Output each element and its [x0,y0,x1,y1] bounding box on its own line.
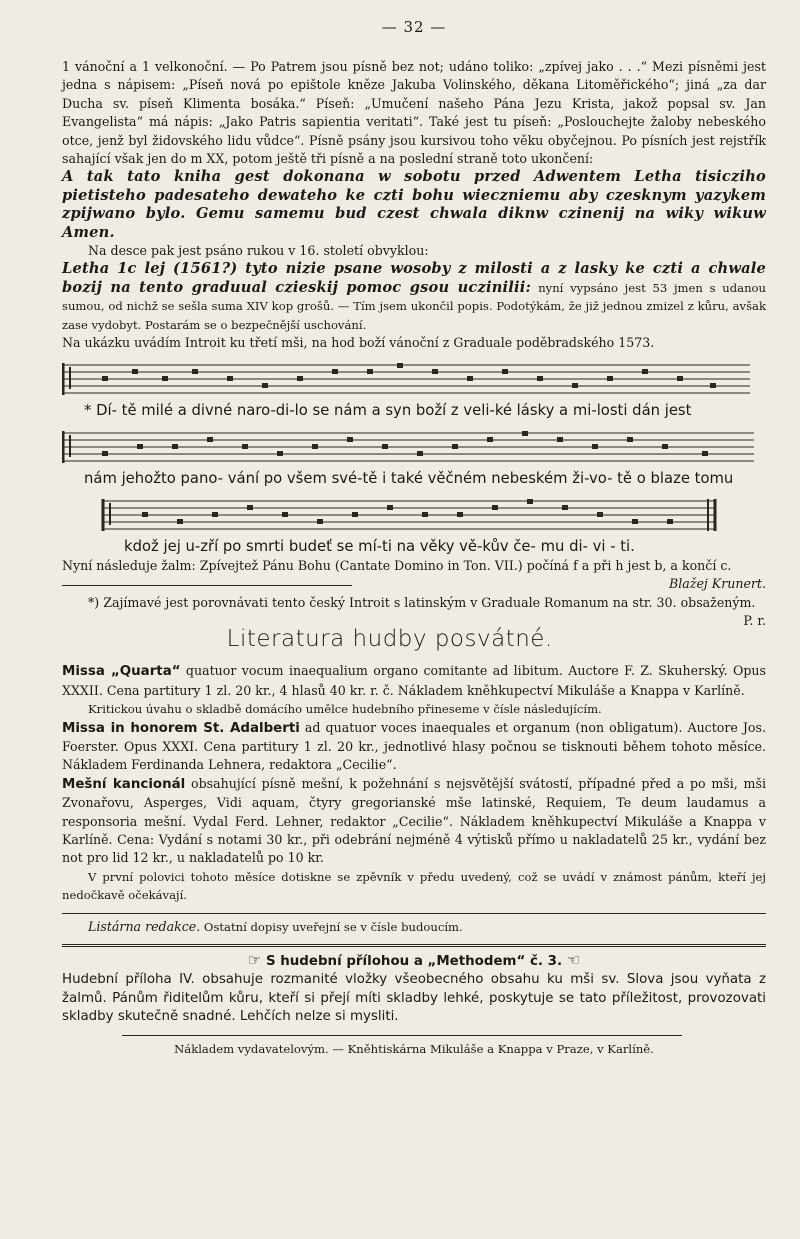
listarna-rule-top [62,913,766,914]
fraktur-inscription-paragraph [62,260,766,334]
literature-entry-1 [62,662,766,700]
staff-lines-2 [62,427,762,467]
supplement-headline: S hudební přílohou a „Methodem“ č. 3. [265,954,563,969]
literature-entry-2 [62,719,766,775]
listarna [62,918,766,936]
pointing-hand-left-icon: ☜ [566,951,581,969]
staff-lines-1 [62,359,762,399]
entry-1-title: Missa „Quarta“ [62,664,181,680]
introit-intro: Na ukázku uvádím Introit ku třetí mši, na hod boží vánoční z Graduale poděbradského 1573. [62,335,655,351]
supplement-text: Hudební příloha IV. obsahuje rozmanité vložky všeobecného obsahu ku mši sv. Slova jsou vyňata z žalmů. Pánům řiditelům kůru, kteří si přejí míti skladby lehké, poskytuje se tato příležitost, provozovati skladby skutečně snadné. Lehčích nelze si mysliti. [62,972,766,1025]
music-staff-1 [62,359,766,399]
fraktur-colophon: A tak tato kniha gest dokonana w sobotu przed Adwentem Letha tisicziho pietisteho padesateho dewateho ke czti bohu wieczniemu aby czesknym yazykem zpijwano bylo. Gemu samemu bud czest chwala diknw czinenij na wiky wikuw Amen. [62,168,766,241]
entry-3-note: V první polovici tohoto měsíce dotiskne se zpěvník v předu uvedený, což se uvádí v známost pánům, kteří jej nedočkavě očekávají. [62,869,766,903]
listarna-text: Ostatní dopisy uveřejní se v čísle budoucím. [200,919,463,934]
imprint-rule [122,1035,682,1036]
inscription-description: nyní vypsáno jest 53 jmen s udanou sumou, od nichž se sešla suma XIV kop grošů. — Tím jsem ukončil popis. Podotýkám, že již jednou zmizel z kůru, avšak zase vydobyt. Postarám se o bezpečnější uschování. [62,280,766,332]
listarna-rule-bottom [62,944,766,947]
fraktur-inscription: Letha 1c lej (1561?) tyto nizie psane wosoby z milosti a z lasky ke czti a chwale bozij na tento graduual czieskij pomoc gsou uczinilii: [62,260,766,296]
staff-lines-3 [62,495,762,535]
footnote [62,594,766,629]
psalm-note [62,557,766,591]
psalm-text: Nyní následuje žalm: Zpívejtež Pánu Bohu (Cantate Domino in Ton. VII.) počíná f a při h jest b, a končí c. [62,557,732,573]
lyric-line-2: nám jehožto pano- vání po všem své-tě i také věčném nebeském ži-vo- tě o blaze tomu [84,469,734,487]
entry-3-title: Mešní kancionál [62,776,186,792]
entry-2-title: Missa in honorem St. Adalberti [62,720,300,736]
author-signature: Blažej Krunert. [669,575,766,591]
footnote-sign: P. r. [743,613,766,629]
desk-note: Na desce pak jest psáno rukou v 16. století obvyklou: [88,243,429,259]
imprint: Nákladem vydavatelovým. — Kněhtiskárna Mikuláše a Knappa v Praze, v Karlíně. [174,1041,654,1056]
lyric-line-3: kdož jej u-zří po smrti budeť se mí-ti na věky vě-kův če- mu di- vi - ti. [124,537,635,555]
listarna-label: Listárna redakce. [88,918,201,934]
literature-entry-3 [62,775,766,868]
entry-1-body: quatuor vocum inaequalium organo comitante ad libitum. Auctore F. Z. Skuherský. Opus XXXII. Cena partitury 1 zl. 20 kr., 4 hlasů 40 kr. r. č. Nákladem kněhkupectví Mikuláše a Knappa v Karlíně. [62,663,766,698]
music-staff-3 [62,495,766,535]
page-number: — 32 — [381,18,447,36]
entry-1-note: Kritickou úvahu o skladbě domácího umělce hudebního přineseme v čísle následujícím. [88,702,602,717]
music-staff-2 [62,427,766,467]
intro-paragraph: 1 vánoční a 1 velkonoční. — Po Patrem jsou písně bez not; udáno toliko: „zpívej jako . . .“ Mezi písněmi jest jedna s nápisem: „Píseň nová po epištole kněze Jakuba Volinského, děkana Litoměřického“; jiná „za dar Ducha sv. píseň Klimenta bosáka.“ Píseň: „Umučení našeho Pána Jezu Krista, jakož popsal sv. Jan Evangelista“ má nápis: „Jako Patris sapientia veritati“. Také jest tu píseň: „Poslouchejte žaloby nebeského otce, jenž byl židovského lidu vůdce“. Písně psány jsou kursivou toho věku obyčejnou. Po písních jest rejstřík sahající však jen do m XX, potom ještě tři písně a na poslední straně toto ukončení: [62,59,766,167]
entry-3-body: obsahující písně mešní, k požehnání s nejsvětější svátostí, případné před a po mši, mši Zvonařovu, Asperges, Vidi aquam, čtyry gregorianské mše latinské, Requiem, Te deum laudamus a responsoria mešní. Vydal Ferd. Lehner, redaktor „Cecilie“. Nákladem kněhkupectví Mikuláše a Knappa v Karlíně. Cena: Vydání s notami 30 kr., při odebrání nejméně 4 výtisků přímo u nakladatelů 25 kr., vydání bez not pro lid 12 kr., u nakladatelů po 10 kr. [62,775,766,866]
literature-title: Literatura hudby posvátné. [226,626,553,653]
footnote-divider [62,585,352,586]
page [62,18,766,1058]
lyric-line-1: * Dí- tě milé a divné naro-di-lo se nám a syn boží z veli-ké lásky a mi-losti dán jest [84,401,692,419]
entry-2-body: ad quatuor voces inaequales et organum (non obligatum). Auctore Jos. Foerster. Opus XXXI. Cena partitury 1 zl. 20 kr., jednotlivé hlasy počnou se tisknouti během tohoto měsíce. Nákladem Ferdinanda Lehnera, redaktora „Cecilie“. [62,719,766,773]
supplement-headline-row [62,951,766,971]
pointing-hand-icon: ☞ [247,951,262,969]
footnote-text: *) Zajímavé jest porovnávati tento český Introit s latinským v Graduale Romanum na str. 30. obsaženým. [88,594,756,610]
